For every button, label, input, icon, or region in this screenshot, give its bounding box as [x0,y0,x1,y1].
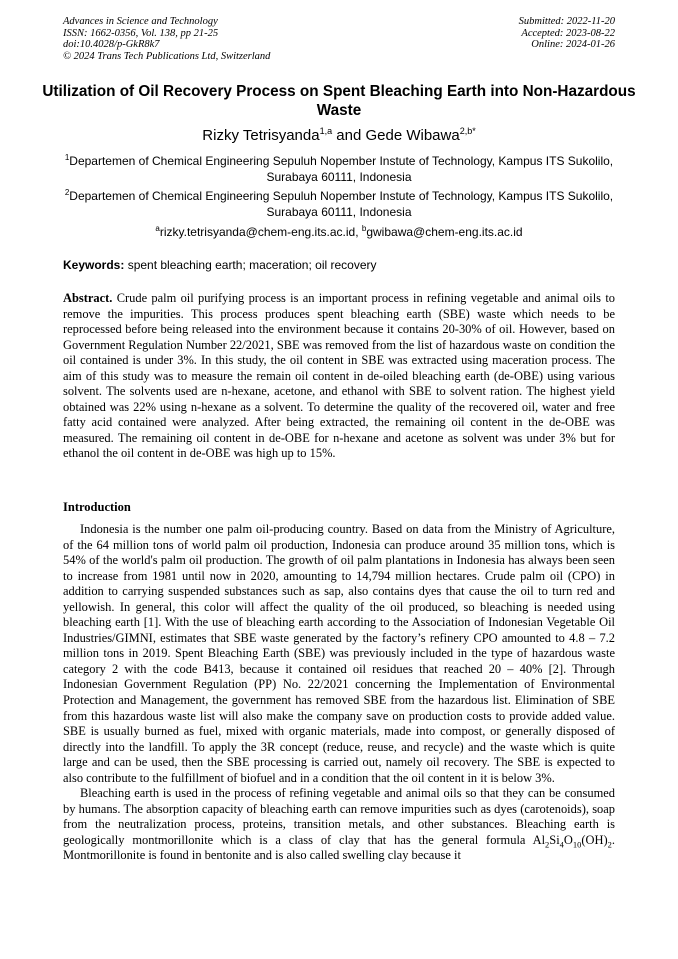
paragraph [63,786,615,864]
formula-subscript: 2 [545,839,550,850]
accepted-date: Accepted: 2023-08-22 [521,27,615,39]
journal-issn: ISSN: 1662-0356, Vol. 138, pp 21-25 [63,27,219,39]
journal-copyright: © 2024 Trans Tech Publications Ltd, Switzerland [63,50,271,62]
author-superscript: 1,a [319,126,333,136]
formula-element: Al [532,832,546,847]
journal-doi[interactable]: doi:10.4028/p-GkR8k7 [63,39,160,51]
author-name: Rizky Tetrisyanda [202,127,320,144]
formula-subscript: 2 [607,839,612,850]
journal-header-left [63,16,270,62]
author-connector: and [332,127,366,144]
affiliation-1 [60,150,618,185]
keywords-text: spent bleaching earth; maceration; oil recovery [124,258,377,272]
author-emails [40,221,638,240]
chemical-formula [532,832,612,850]
submitted-date: Submitted: 2022-11-20 [518,16,615,27]
paragraph-text: . Montmorillonite is found in bentonite and is also called swelling clay because it [63,832,615,863]
journal-header-right [519,16,615,51]
affiliation-text: Departemen of Chemical Engineering Sepuluh Nopember Instute of Technology, Kampus ITS Sukolilo, Surabaya 60111, Indonesia [69,189,614,219]
abstract [63,291,615,462]
email-link[interactable]: rizky.tetrisyanda@chem-eng.its.ac.id [159,225,356,239]
journal-name: Advances in Science and Technology [63,16,218,27]
affiliation-marker: 1 [64,153,70,162]
formula-element: Si [549,832,560,847]
formula-element: O [563,832,573,847]
author-superscript: 2,b* [459,126,476,136]
author-name: Gede Wibawa [365,127,460,144]
affiliation-text: Departemen of Chemical Engineering Sepuluh Nopember Instute of Technology, Kampus ITS Sukolilo, Surabaya 60111, Indonesia [69,154,614,184]
abstract-text: Crude palm oil purifying process is an important process in refining vegetable and animal oils to remove the impurities. This process produces spent bleaching earth (SBE) waste which needs to be reprocessed before being released into the environment because it contains 20-30% of oil. However, based on Government Regulation Number 22/2021, SBE was removed from the list of hazardous waste on condition the oil contained is under 3%. In this study, the oil content in SBE was extracted using maceration process. The aim of this study was to measure the remain oil content in de-oiled bleaching earth (de-OBE) using various solvent. The solvents used are n-hexane, acetone, and ethanol with SBE to solvent ration. The highest yield obtained was 22% using n-hexane as a solvent. To determine the quality of the recovered oil, water and free fatty acid contained were analyzed. After being extracted, the remaining oil content in the de-OBE was measured. The remaining oil content in de-OBE for n-hexane and acetone as solvent was under 3% but for ethanol the oil content in de-OBE was high up to 15%. [63,291,615,461]
email-separator: , [355,225,362,239]
formula-subscript: 4 [559,839,564,850]
formula-element: (OH) [581,832,608,847]
keywords-label: Keywords: [63,258,125,272]
paper-title: Utilization of Oil Recovery Process on Spent Bleaching Earth into Non-Hazardous Waste [42,83,636,119]
author-list [40,122,638,145]
paragraph-text: Bleaching earth is used in the process of refining vegetable and animal oils so that they can be consumed by humans. The absorption capacity of bleaching earth can remove impurities such as dyes (carotenoids), soap from the neutralization process, proteins, transition metals, and other substances. Bleaching earth is geologically montmorillonite which is a class of clay that has the general formula [63,786,615,847]
paragraph: Indonesia is the number one palm oil-producing country. Based on data from the Ministry of Agriculture, of the 64 million tons of world palm oil production, Indonesia can produce around 35 million tons, which is 54% of the world's palm oil production. The growth of oil palm plantations in Indonesia has always been seen to increase from 1981 until now in 2020, amounting to 14,794 million hectares. Crude palm oil (CPO) in addition to carrying suspended substances such as sap, also contains dyes that cause the oil to turn red and yellowish. In general, this color will affect the quality of the oil produced, so bleaching is needed using bleaching earth [1]. With the use of bleaching earth according to the Association of Indonesian Vegetable Oil Industries/GIMNI, estimates that SBE waste generated by the factory’s refinery CPO amounted to 4.8 – 7.2 million tons in 2019. Spent Bleaching Earth (SBE) was previously included in the type of hazardous waste category 2 with the code B413, because it contained oil residues that reached 20 – 40% [2]. Through Indonesian Government Regulation (PP) No. 22/2021 concerning the Implementation of Environmental Protection and Management, the government has removed SBE from the hazardous list. Elimination of SBE from this hazardous waste list will also make the company save on production costs to provide added value. SBE is usually burned as fuel, mixed with organic materials, made into compost, or generally disposed of directly into the landfill. To apply the 3R concept (reduce, reuse, and recycle) and the waste which is quite large and can be used, then the SBE processing is carried out, namely oil recovery. The SBE is expected to also contribute to the fulfillment of biofuel and in a condition that the oil content in it is below 3%. [63,522,615,785]
email-link[interactable]: gwibawa@chem-eng.its.ac.id [366,225,523,239]
affiliation-marker: 2 [64,188,70,197]
affiliation-2 [60,185,618,220]
email-marker: b [361,224,367,233]
keywords [63,257,615,273]
formula-subscript: 10 [572,839,582,850]
abstract-label: Abstract. [63,291,113,305]
introduction-body [63,522,615,864]
section-heading-introduction: Introduction [63,500,131,514]
email-marker: a [155,224,160,233]
online-date: Online: 2024-01-26 [531,39,615,51]
